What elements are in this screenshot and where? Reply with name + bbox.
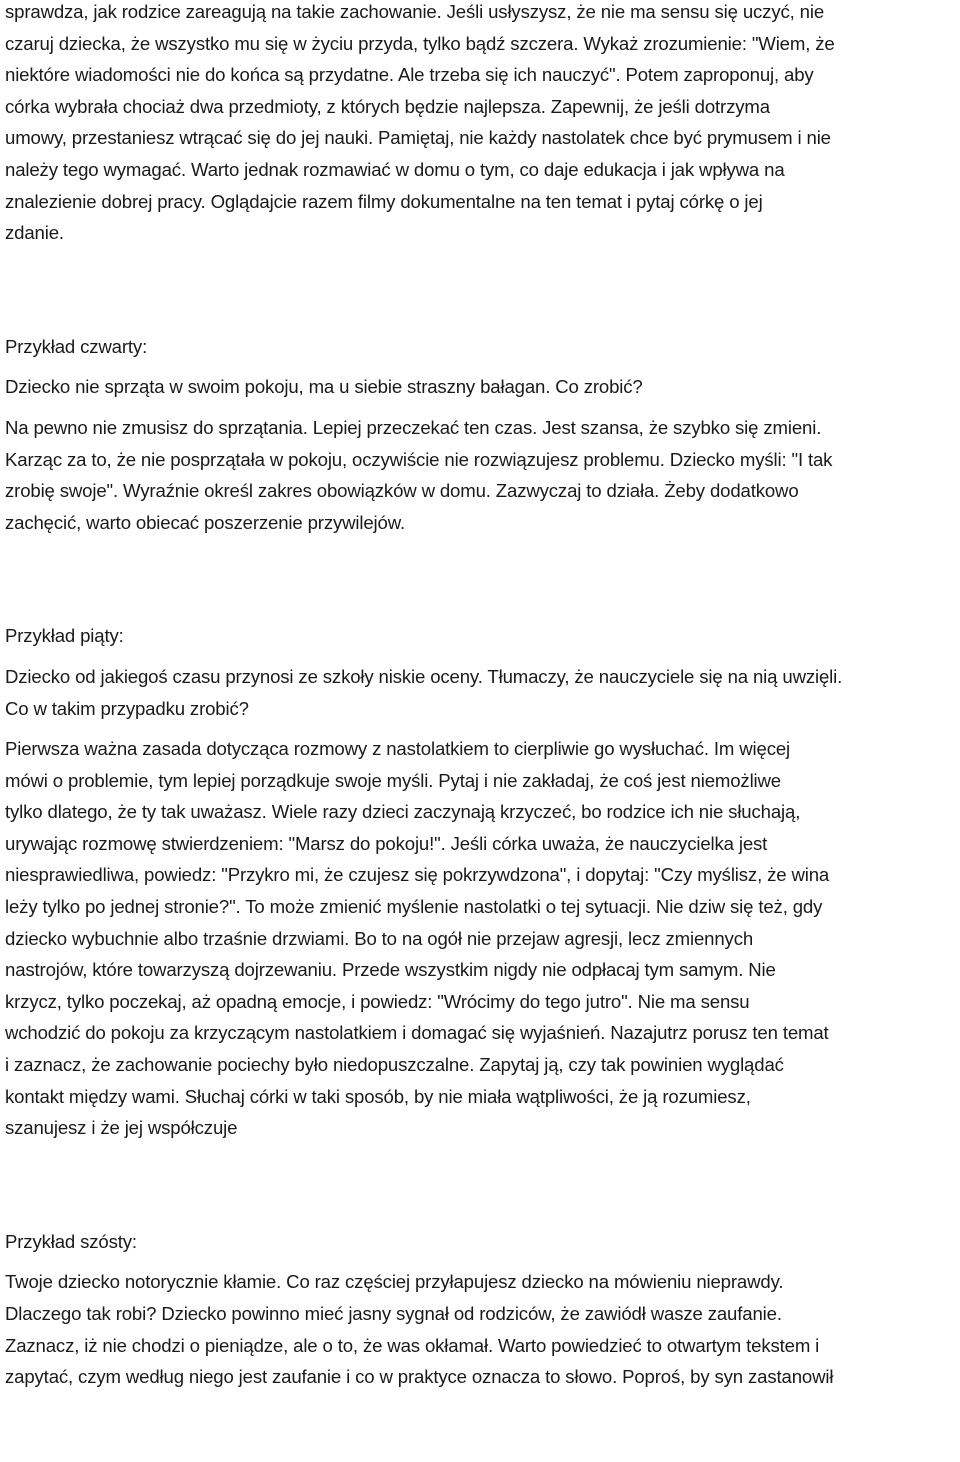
text-line: umowy, przestaniesz wtrącać się do jej nauki. Pamiętaj, nie każdy nastolatek chce być prymusem i nie — [5, 127, 831, 149]
text-line: szanujesz i że jej współczuje — [5, 1117, 238, 1139]
example-6-heading: Przykład szósty: — [5, 1230, 137, 1252]
spacer — [5, 1257, 955, 1266]
text-line: tylko dlatego, że ty tak uważasz. Wiele razy dzieci zaczynają krzyczeć, bo rodzice ich nie słuchają, — [5, 801, 801, 823]
text-line: kontakt między wami. Słuchaj córki w taki sposób, by nie miała wątpliwości, że ją rozumiesz, — [5, 1085, 751, 1107]
text-line: znalezienie dobrej pracy. Oglądajcie razem filmy dokumentalne na ten temat i pytaj córkę o jej — [5, 190, 763, 212]
text-line: czaruj dziecka, że wszystko mu się w życiu przyda, tylko bądź szczera. Wykaż zrozumienie: "Wiem, że — [5, 32, 835, 54]
text-line: Co w takim przypadku zrobić? — [5, 697, 249, 719]
spacer — [5, 724, 955, 733]
intro-paragraph — [5, 0, 955, 249]
text-line: Dziecko nie sprząta w swoim pokoju, ma u siebie straszny bałagan. Co zrobić? — [5, 376, 643, 398]
text-line: urywając rozmowę stwierdzeniem: "Marsz do pokoju!". Jeśli córka uważa, że nauczycielka jest — [5, 832, 768, 854]
text-line: Na pewno nie zmusisz do sprzątania. Lepiej przeczekać ten czas. Jest szansa, że szybko się zmieni. — [5, 416, 822, 438]
text-line: Pierwsza ważna zasada dotycząca rozmowy z nastolatkiem to cierpliwie go wysłuchać. Im więcej — [5, 738, 791, 760]
example-4-answer — [5, 412, 955, 538]
section-spacer — [5, 249, 955, 331]
document-page — [5, 0, 955, 1393]
text-line: zrobię swoje". Wyraźnie określ zakres obowiązków w domu. Zazwyczaj to działa. Żeby dodatkowo — [5, 480, 799, 502]
example-5-answer — [5, 733, 955, 1144]
example-6-answer — [5, 1266, 955, 1392]
text-line: zachęcić, warto obiecać poszerzenie przywilejów. — [5, 511, 405, 533]
text-line: córka wybrała chociaż dwa przedmioty, z których będzie najlepsza. Zapewnij, że jeśli dotrzyma — [5, 95, 770, 117]
example-4-question — [5, 371, 955, 403]
text-line: sprawdza, jak rodzice zareagują na takie zachowanie. Jeśli usłyszysz, że nie ma sensu się uczyć, nie — [5, 1, 825, 22]
spacer — [5, 362, 955, 371]
example-5-heading: Przykład piąty: — [5, 625, 124, 647]
text-line: Twoje dziecko notorycznie kłamie. Co raz częściej przyłapujesz dziecko na mówieniu nieprawdy. — [5, 1271, 784, 1293]
text-line: dziecko wybuchnie albo trzaśnie drzwiami. Bo to na ogół nie przejaw agresji, lecz zmiennych — [5, 927, 754, 949]
text-line: Dziecko od jakiegoś czasu przynosi ze szkoły niskie oceny. Tłumaczy, że nauczyciele się na nią uwzięli. — [5, 665, 843, 687]
text-line: leży tylko po jednej stronie?". To może zmienić myślenie nastolatki o tej sytuacji. Nie dziw się też, gdy — [5, 896, 823, 918]
section-spacer — [5, 1144, 955, 1226]
text-line: nastrojów, które towarzyszą dojrzewaniu. Przede wszystkim nigdy nie odpłacaj tym samym. Nie — [5, 959, 776, 981]
text-line: wchodzić do pokoju za krzyczącym nastolatkiem i domagać się wyjaśnień. Nazajutrz porusz ten temat — [5, 1022, 829, 1044]
text-line: mówi o problemie, tym lepiej porządkuje swoje myśli. Pytaj i nie zakładaj, że coś jest niemożliwe — [5, 769, 782, 791]
text-line: zdanie. — [5, 222, 64, 244]
text-line: Zaznacz, iż nie chodzi o pieniądze, ale o to, że was okłamał. Warto powiedzieć to otwartym tekstem i — [5, 1334, 820, 1356]
spacer — [5, 403, 955, 412]
text-line: i zaznacz, że zachowanie pociechy było niedopuszczalne. Zapytaj ją, czy tak powinien wyglądać — [5, 1054, 784, 1076]
text-line: niektóre wiadomości nie do końca są przydatne. Ale trzeba się ich nauczyć". Potem zaproponuj, aby — [5, 64, 814, 86]
text-line: niesprawiedliwa, powiedz: "Przykro mi, że czujesz się pokrzywdzona", i dopytaj: "Czy myślisz, że wina — [5, 864, 830, 886]
text-line: krzycz, tylko poczekaj, aż opadną emocje, i powiedz: "Wrócimy do tego jutro". Nie ma sensu — [5, 990, 750, 1012]
section-spacer — [5, 538, 955, 620]
spacer — [5, 652, 955, 661]
text-line: Dlaczego tak robi? Dziecko powinno mieć jasny sygnał od rodziców, że zawiódł wasze zaufanie. — [5, 1303, 782, 1324]
text-line: należy tego wymagać. Warto jednak rozmawiać w domu o tym, co daje edukacja i jak wpływa na — [5, 158, 785, 180]
example-4-heading: Przykład czwarty: — [5, 335, 148, 357]
example-5-question — [5, 661, 955, 724]
text-line: zapytać, czym według niego jest zaufanie i co w praktyce oznacza to słowo. Poproś, by syn zastanowił — [5, 1366, 834, 1388]
text-line: Karząc za to, że nie posprzątała w pokoju, oczywiście nie rozwiązujesz problemu. Dziecko myśli: "I tak — [5, 448, 833, 470]
